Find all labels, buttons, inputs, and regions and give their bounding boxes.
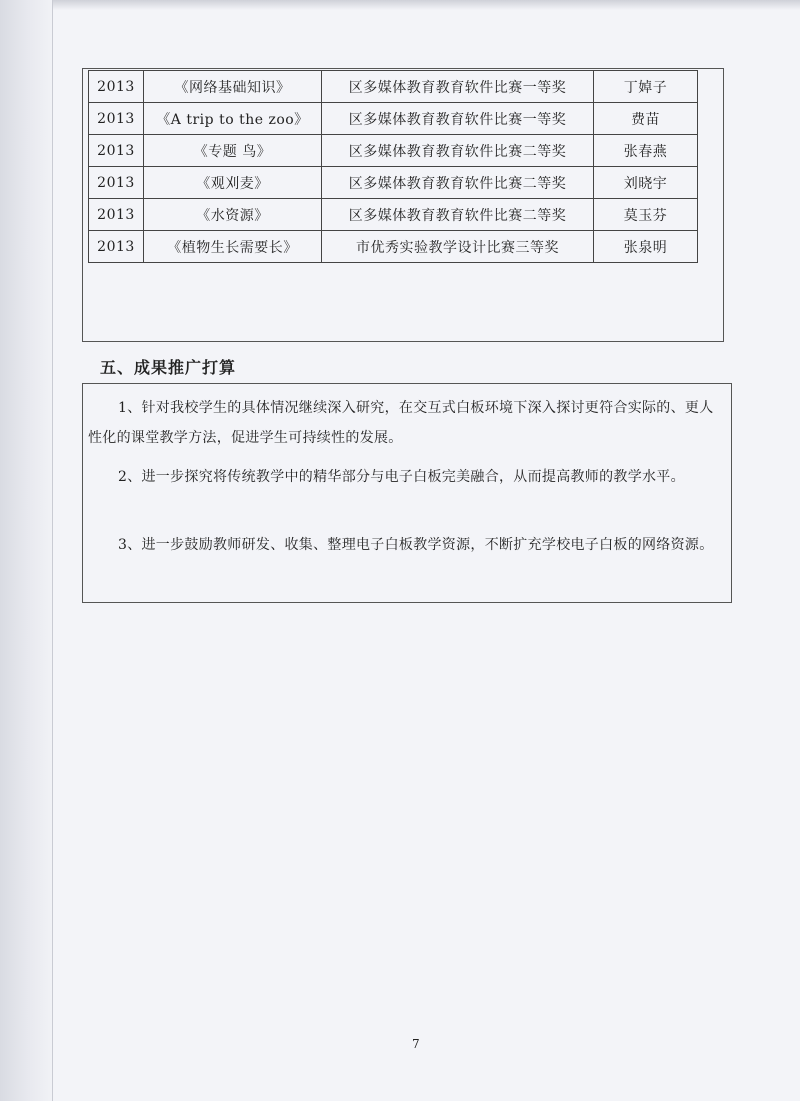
title-cell: 《植物生长需要长》 bbox=[144, 231, 322, 263]
table-row bbox=[89, 71, 698, 103]
table-row bbox=[89, 231, 698, 263]
person-cell: 莫玉芬 bbox=[594, 199, 698, 231]
person-cell: 刘晓宇 bbox=[594, 167, 698, 199]
year-cell: 2013 bbox=[89, 167, 144, 199]
page-number: 7 bbox=[412, 1037, 420, 1051]
section-heading: 五、成果推广打算 bbox=[100, 358, 237, 377]
table-row bbox=[89, 167, 698, 199]
person-cell: 张春燕 bbox=[594, 135, 698, 167]
awards-table bbox=[88, 70, 698, 263]
plan-paragraph-2: 2、进一步探究将传统教学中的精华部分与电子白板完美融合，从而提高教师的教学水平。 bbox=[118, 469, 685, 485]
award-cell: 区多媒体教育教育软件比赛一等奖 bbox=[322, 71, 594, 103]
plan-paragraph-1: 1、针对我校学生的具体情况继续深入研究，在交互式白板环境下深入探讨更符合实际的、更人性化的课堂教学方法，促进学生可持续性的发展。 bbox=[88, 400, 714, 446]
year-cell: 2013 bbox=[89, 231, 144, 263]
scan-left-edge bbox=[0, 0, 53, 1101]
table-row bbox=[89, 103, 698, 135]
table-row bbox=[89, 135, 698, 167]
year-cell: 2013 bbox=[89, 199, 144, 231]
person-cell: 张泉明 bbox=[594, 231, 698, 263]
award-cell: 区多媒体教育教育软件比赛二等奖 bbox=[322, 167, 594, 199]
person-cell: 费苗 bbox=[594, 103, 698, 135]
title-cell: 《网络基础知识》 bbox=[144, 71, 322, 103]
plan-paragraph-3: 3、进一步鼓励教师研发、收集、整理电子白板教学资源，不断扩充学校电子白板的网络资源。 bbox=[118, 537, 714, 553]
title-cell: 《水资源》 bbox=[144, 199, 322, 231]
award-cell: 区多媒体教育教育软件比赛二等奖 bbox=[322, 199, 594, 231]
table-row bbox=[89, 199, 698, 231]
year-cell: 2013 bbox=[89, 103, 144, 135]
awards-table-body bbox=[89, 71, 698, 263]
award-cell: 市优秀实验教学设计比赛三等奖 bbox=[322, 231, 594, 263]
title-cell: 《A trip to the zoo》 bbox=[144, 103, 322, 135]
scan-top-edge bbox=[0, 0, 800, 10]
year-cell: 2013 bbox=[89, 135, 144, 167]
title-cell: 《观刈麦》 bbox=[144, 167, 322, 199]
person-cell: 丁婥子 bbox=[594, 71, 698, 103]
award-cell: 区多媒体教育教育软件比赛一等奖 bbox=[322, 103, 594, 135]
award-cell: 区多媒体教育教育软件比赛二等奖 bbox=[322, 135, 594, 167]
year-cell: 2013 bbox=[89, 71, 144, 103]
title-cell: 《专题 鸟》 bbox=[144, 135, 322, 167]
